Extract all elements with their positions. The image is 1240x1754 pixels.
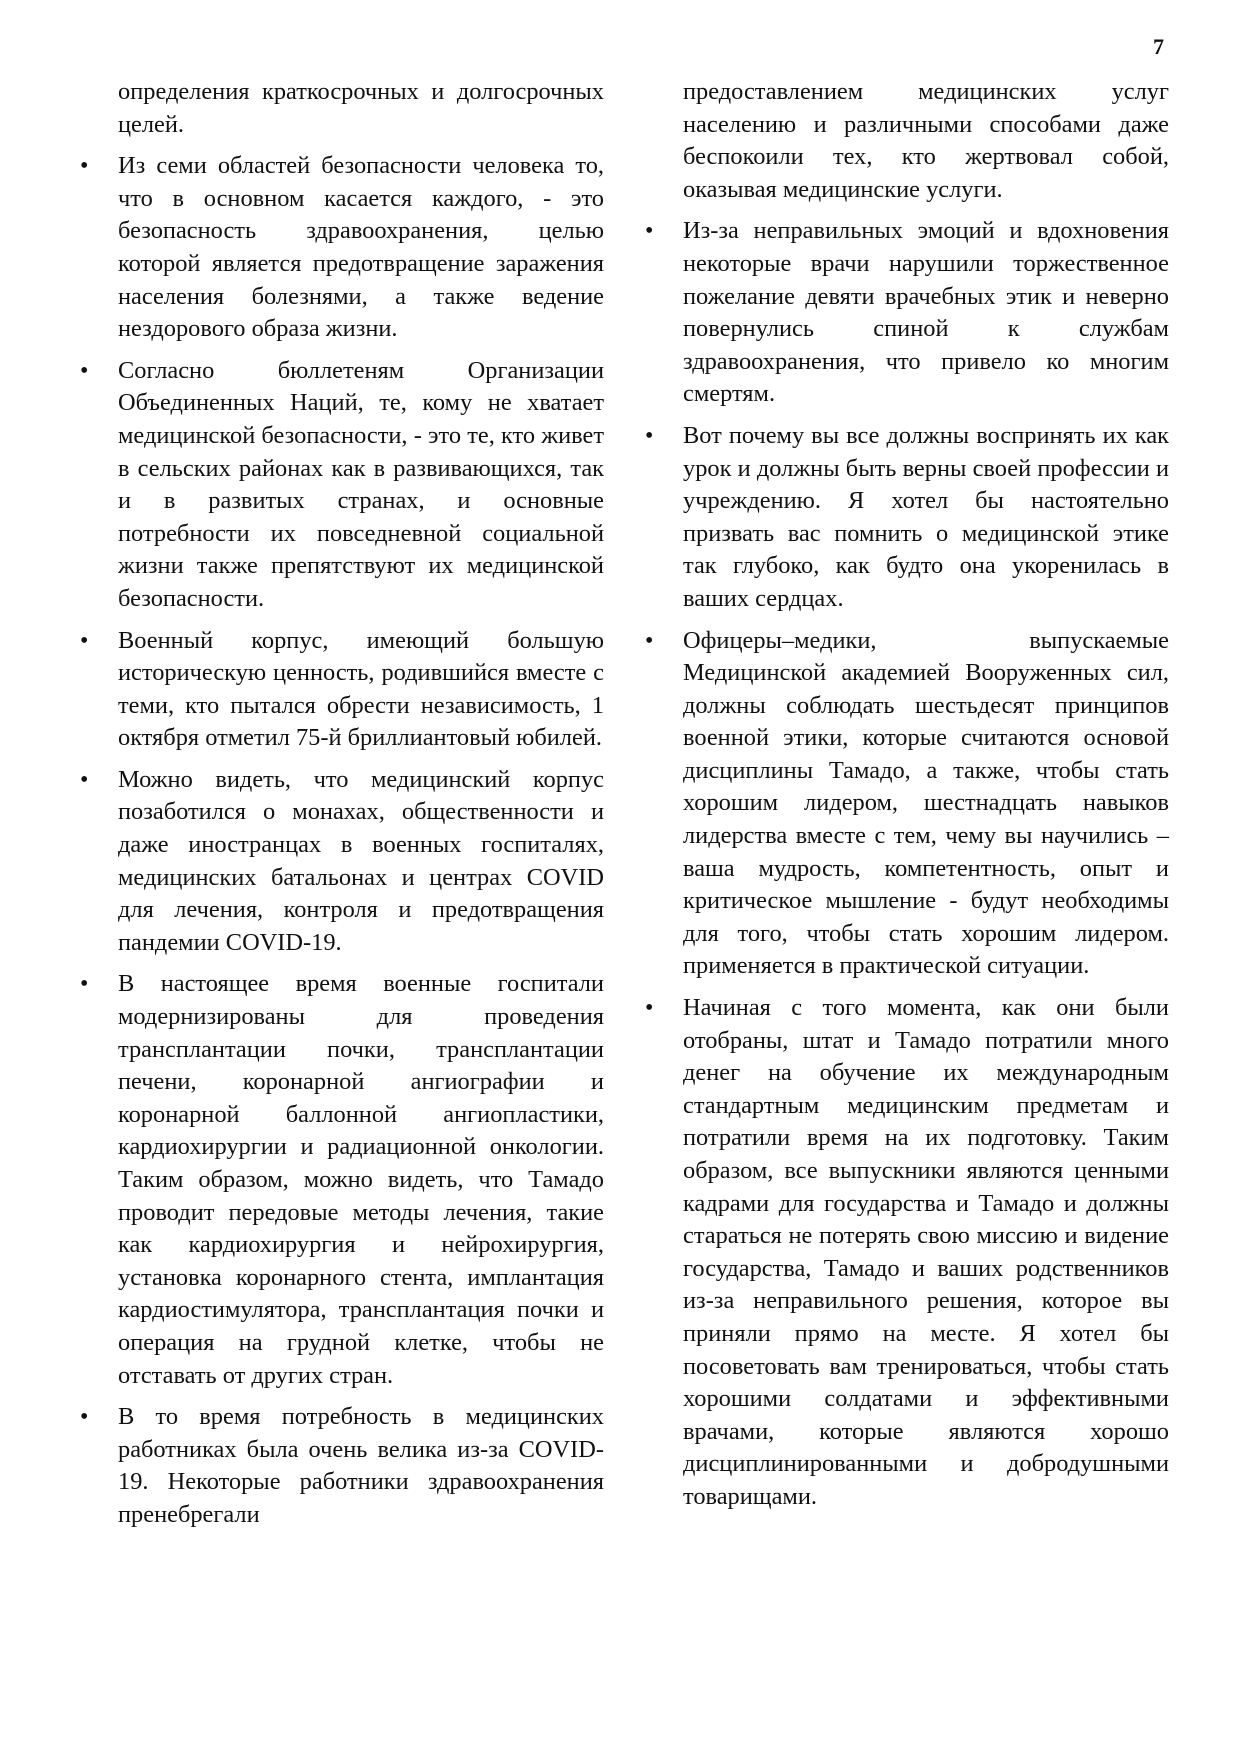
page-number: 7	[1153, 34, 1164, 59]
bullet-item: • В то время потребность в медицинских работниках была очень велика из-за COVID-19. Некоторые работники здравоохранения пренебрегали	[118, 1401, 604, 1531]
right-column	[683, 76, 1169, 1523]
bullet-item: • Можно видеть, что медицинский корпус позаботился о монахах, общественности и даже иностранцах в военных госпиталях, медицинских батальонах и центрах COVID для лечения, контроля и предотвращения пандемии COVID-19.	[118, 764, 604, 960]
bullet-item: • В настоящее время военные госпитали модернизированы для проведения трансплантации почки, трансплантации печени, коронарной ангиографии и коронарной баллонной ангиопластики, кардиохирургии и радиационной онкологии. Таким образом, можно видеть, что Тамадо проводит передовые методы лечения, такие как кардиохирургия и нейрохирургия, установка коронарного стента, имплантация кардиостимулятора, трансплантация почки и операция на грудной клетке, чтобы не отставать от других стран.	[118, 968, 604, 1392]
bullet-item: • Согласно бюллетеням Организации Объединенных Наций, те, кому не хватает медицинской безопасности, - это те, кто живет в сельских районах как в развивающихся, так и в развитых странах, и основные потребности их повседневной социальной жизни также препятствуют их медицинской безопасности.	[118, 355, 604, 616]
paragraph-continuation: определения краткосрочных и долгосрочных целей.	[118, 78, 604, 138]
bullet-item: • Из-за неправильных эмоций и вдохновения некоторые врачи нарушили торжественное пожелание девяти врачебных этик и неверно повернулись спиной к службам здравоохранения, что привело ко многим смертям.	[683, 215, 1169, 411]
bullet-item: • Из семи областей безопасности человека то, что в основном касается каждого, - это безопасность здравоохранения, целью которой является предотвращение заражения населения болезнями, а также ведение нездорового образа жизни.	[118, 150, 604, 346]
paragraph-continuation: предоставлением медицинских услуг населению и различными способами даже беспокоили тех, кто жертвовал собой, оказывая медицинские услуги.	[683, 78, 1169, 203]
bullet-item: • Военный корпус, имеющий большую историческую ценность, родившийся вместе с теми, кто пытался обрести независимость, 1 октября отметил 75-й бриллиантовый юбилей.	[118, 625, 604, 755]
bullet-item: • Офицеры–медики, выпускаемые Медицинской академией Вооруженных сил, должны соблюдать шестьдесят принципов военной этики, которые считаются основой дисциплины Тамадо, а также, чтобы стать хорошим лидером, шестнадцать навыков лидерства вместе с тем, чему вы научились – ваша мудрость, компетентность, опыт и критическое мышление - будут необходимы для того, чтобы стать хорошим лидером. применяется в практической ситуации.	[683, 625, 1169, 984]
left-column	[118, 76, 604, 1541]
bullet-item: • Вот почему вы все должны воспринять их как урок и должны быть верны своей профессии и учреждению. Я хотел бы настоятельно призвать вас помнить о медицинской этике так глубоко, как будто она укоренилась в ваших сердцах.	[683, 420, 1169, 616]
bullet-item: • Начиная с того момента, как они были отобраны, штат и Тамадо потратили много денег на обучение их международным стандартным медицинским предметам и потратили время на их подготовку. Таким образом, все выпускники являются ценными кадрами для государства и Тамадо и должны стараться не потерять свою миссию и видение государства, Тамадо и ваших родственников из-за неправильного решения, которое вы приняли прямо на месте. Я хотел бы посоветовать вам тренироваться, чтобы стать хорошими солдатами и эффективными врачами, которые являются хорошо дисциплинированными и добродушными товарищами.	[683, 992, 1169, 1514]
